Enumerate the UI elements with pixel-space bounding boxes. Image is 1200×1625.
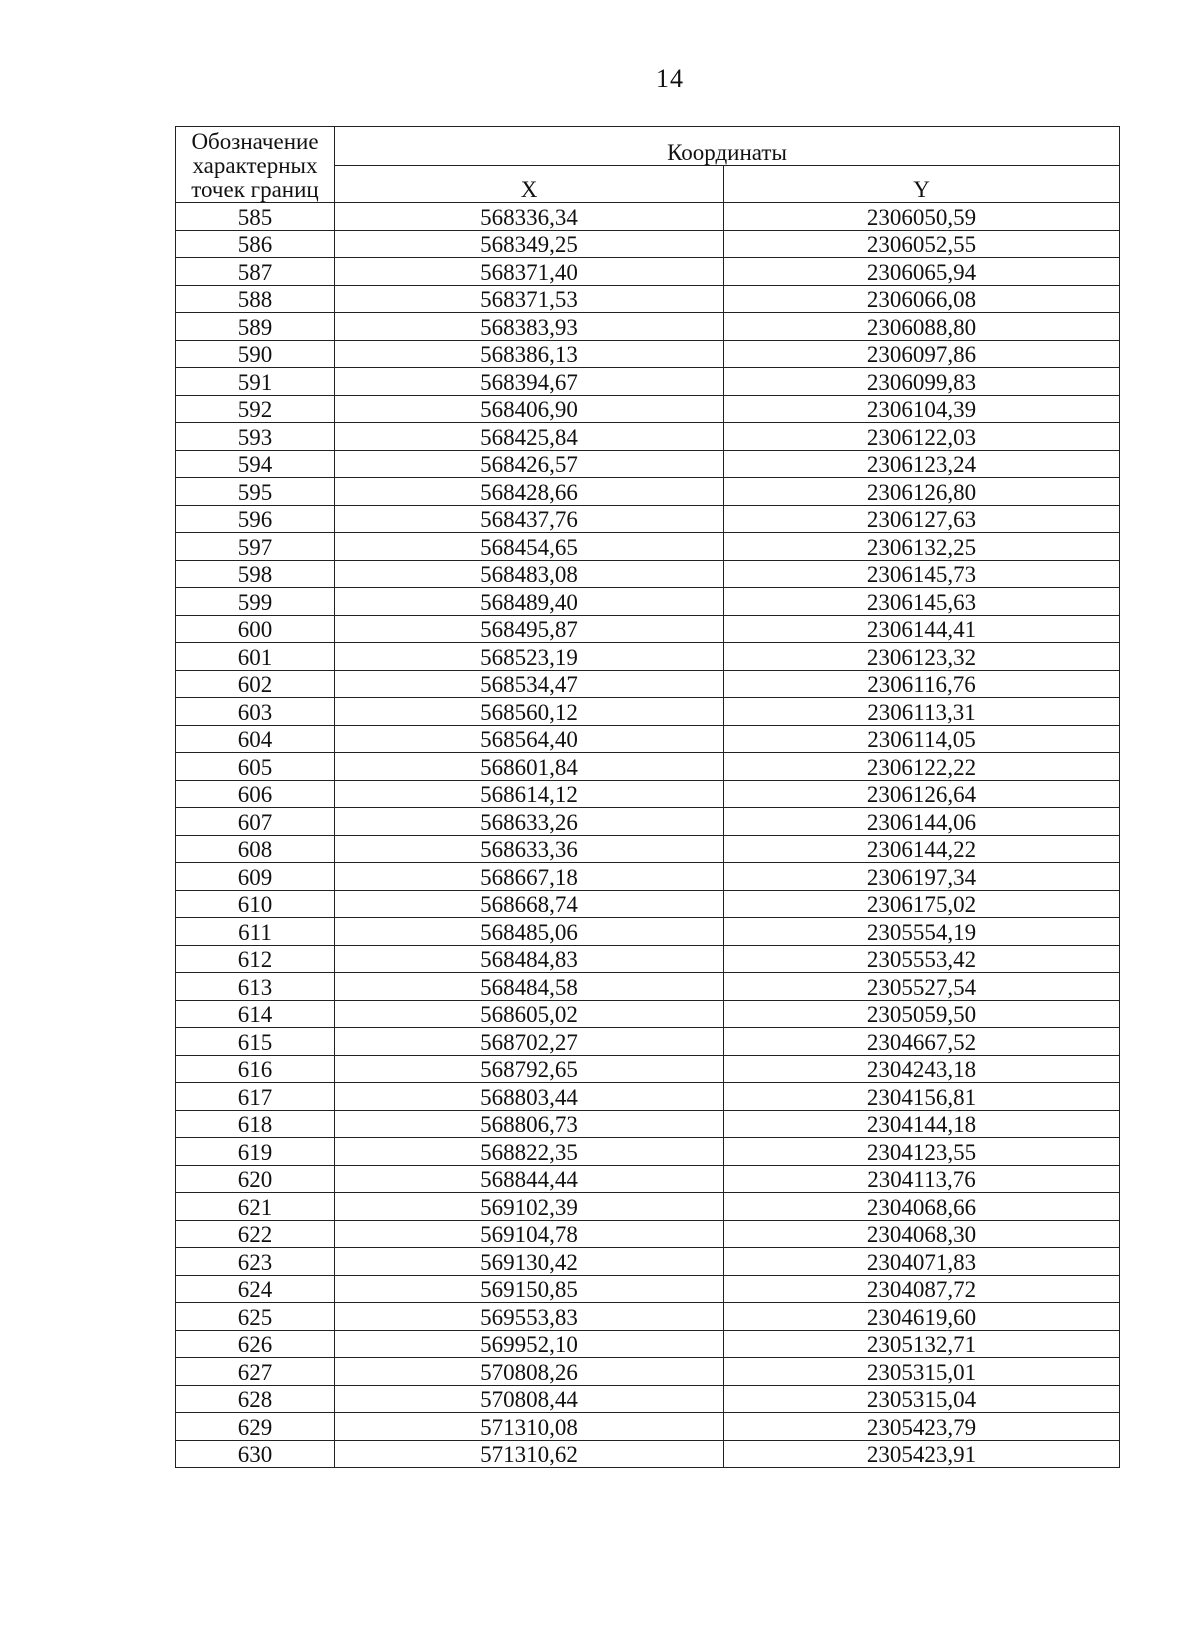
x-cell: 568560,12 [335,698,724,726]
table-body [176,203,1120,1468]
point-cell: 585 [176,203,335,231]
table-row [176,1413,1120,1441]
point-cell: 623 [176,1248,335,1276]
point-cell: 599 [176,588,335,616]
point-cell: 607 [176,808,335,836]
table-row [176,1330,1120,1358]
table-row [176,780,1120,808]
table-row [176,890,1120,918]
y-cell: 2305554,19 [724,918,1120,946]
header-coordinates: Координаты [335,127,1120,166]
point-cell: 597 [176,533,335,561]
x-cell: 568668,74 [335,890,724,918]
x-cell: 568601,84 [335,753,724,781]
x-cell: 568844,44 [335,1165,724,1193]
table-row [176,478,1120,506]
table-row [176,450,1120,478]
table-row [176,615,1120,643]
table-row [176,643,1120,671]
table-row [176,230,1120,258]
table-row [176,918,1120,946]
y-cell: 2306197,34 [724,863,1120,891]
y-cell: 2306175,02 [724,890,1120,918]
y-cell: 2304068,30 [724,1220,1120,1248]
x-cell: 568483,08 [335,560,724,588]
point-cell: 591 [176,368,335,396]
x-cell: 569150,85 [335,1275,724,1303]
y-cell: 2304619,60 [724,1303,1120,1331]
point-cell: 600 [176,615,335,643]
table-row [176,1248,1120,1276]
y-cell: 2305527,54 [724,973,1120,1001]
point-cell: 622 [176,1220,335,1248]
table-row [176,1138,1120,1166]
y-cell: 2304068,66 [724,1193,1120,1221]
y-cell: 2306122,22 [724,753,1120,781]
table-row [176,505,1120,533]
y-cell: 2306066,08 [724,285,1120,313]
x-cell: 568523,19 [335,643,724,671]
point-cell: 628 [176,1385,335,1413]
x-cell: 568633,26 [335,808,724,836]
y-cell: 2306114,05 [724,725,1120,753]
y-cell: 2304123,55 [724,1138,1120,1166]
y-cell: 2305315,01 [724,1358,1120,1386]
table-row [176,340,1120,368]
point-cell: 613 [176,973,335,1001]
point-cell: 620 [176,1165,335,1193]
table-row [176,973,1120,1001]
table-row [176,1385,1120,1413]
point-cell: 627 [176,1358,335,1386]
y-cell: 2306132,25 [724,533,1120,561]
y-cell: 2306126,64 [724,780,1120,808]
table-row [176,863,1120,891]
y-cell: 2306122,03 [724,423,1120,451]
header-point-designation: Обозначение характерных точек границ [176,127,335,203]
table-row [176,1055,1120,1083]
table-row [176,1220,1120,1248]
table-row [176,533,1120,561]
page-number: 14 [656,64,684,93]
table-row [176,1275,1120,1303]
table-row [176,945,1120,973]
x-cell: 568803,44 [335,1083,724,1111]
y-cell: 2306145,73 [724,560,1120,588]
x-cell: 568336,34 [335,203,724,231]
point-cell: 608 [176,835,335,863]
x-cell: 568386,13 [335,340,724,368]
x-cell: 568605,02 [335,1000,724,1028]
x-cell: 568484,58 [335,973,724,1001]
point-cell: 589 [176,313,335,341]
table-row [176,588,1120,616]
x-cell: 569553,83 [335,1303,724,1331]
y-cell: 2306123,32 [724,643,1120,671]
point-cell: 595 [176,478,335,506]
point-cell: 626 [176,1330,335,1358]
point-cell: 586 [176,230,335,258]
x-cell: 568383,93 [335,313,724,341]
y-cell: 2306144,41 [724,615,1120,643]
table-row [176,835,1120,863]
point-cell: 606 [176,780,335,808]
y-cell: 2306113,31 [724,698,1120,726]
y-cell: 2306144,22 [724,835,1120,863]
point-cell: 618 [176,1110,335,1138]
y-cell: 2305059,50 [724,1000,1120,1028]
y-cell: 2306116,76 [724,670,1120,698]
y-cell: 2306145,63 [724,588,1120,616]
point-cell: 630 [176,1440,335,1468]
y-cell: 2304667,52 [724,1028,1120,1056]
point-cell: 617 [176,1083,335,1111]
y-cell: 2306088,80 [724,313,1120,341]
x-cell: 568489,40 [335,588,724,616]
y-cell: 2306126,80 [724,478,1120,506]
x-cell: 568806,73 [335,1110,724,1138]
point-cell: 593 [176,423,335,451]
table-row [176,313,1120,341]
point-cell: 602 [176,670,335,698]
y-cell: 2304243,18 [724,1055,1120,1083]
point-cell: 603 [176,698,335,726]
x-cell: 568484,83 [335,945,724,973]
point-cell: 588 [176,285,335,313]
x-cell: 568349,25 [335,230,724,258]
table-row [176,1440,1120,1468]
table-row [176,1028,1120,1056]
point-cell: 587 [176,258,335,286]
point-cell: 625 [176,1303,335,1331]
table-row [176,368,1120,396]
table-row [176,560,1120,588]
y-cell: 2304113,76 [724,1165,1120,1193]
y-cell: 2305132,71 [724,1330,1120,1358]
y-cell: 2306097,86 [724,340,1120,368]
point-cell: 604 [176,725,335,753]
table-row [176,258,1120,286]
coordinates-table [175,126,1120,1468]
x-cell: 568485,06 [335,918,724,946]
x-cell: 568371,40 [335,258,724,286]
table-row [176,203,1120,231]
table-row [176,1193,1120,1221]
y-cell: 2306104,39 [724,395,1120,423]
x-cell: 568406,90 [335,395,724,423]
x-cell: 569104,78 [335,1220,724,1248]
table-header [176,127,1120,203]
y-cell: 2304087,72 [724,1275,1120,1303]
x-cell: 569952,10 [335,1330,724,1358]
table-row [176,395,1120,423]
point-cell: 611 [176,918,335,946]
point-cell: 596 [176,505,335,533]
header-x: X [335,166,724,203]
x-cell: 569130,42 [335,1248,724,1276]
table-row [176,1303,1120,1331]
point-cell: 616 [176,1055,335,1083]
point-cell: 598 [176,560,335,588]
x-cell: 568394,67 [335,368,724,396]
x-cell: 568437,76 [335,505,724,533]
y-cell: 2304144,18 [724,1110,1120,1138]
y-cell: 2306123,24 [724,450,1120,478]
x-cell: 568426,57 [335,450,724,478]
point-cell: 601 [176,643,335,671]
point-cell: 619 [176,1138,335,1166]
x-cell: 568425,84 [335,423,724,451]
x-cell: 568454,65 [335,533,724,561]
point-cell: 592 [176,395,335,423]
table-row [176,1000,1120,1028]
x-cell: 569102,39 [335,1193,724,1221]
x-cell: 568633,36 [335,835,724,863]
y-cell: 2306052,55 [724,230,1120,258]
table-row [176,808,1120,836]
y-cell: 2304156,81 [724,1083,1120,1111]
table-row [176,423,1120,451]
table-row [176,670,1120,698]
point-cell: 590 [176,340,335,368]
x-cell: 571310,62 [335,1440,724,1468]
y-cell: 2304071,83 [724,1248,1120,1276]
table-row [176,725,1120,753]
point-cell: 624 [176,1275,335,1303]
x-cell: 568428,66 [335,478,724,506]
y-cell: 2305423,91 [724,1440,1120,1468]
table-row [176,753,1120,781]
table-row [176,1358,1120,1386]
table-row [176,1165,1120,1193]
x-cell: 568495,87 [335,615,724,643]
point-cell: 621 [176,1193,335,1221]
x-cell: 568702,27 [335,1028,724,1056]
point-cell: 612 [176,945,335,973]
y-cell: 2305315,04 [724,1385,1120,1413]
point-cell: 629 [176,1413,335,1441]
x-cell: 570808,44 [335,1385,724,1413]
header-y: Y [724,166,1120,203]
point-cell: 609 [176,863,335,891]
x-cell: 568534,47 [335,670,724,698]
point-cell: 610 [176,890,335,918]
point-cell: 615 [176,1028,335,1056]
point-cell: 614 [176,1000,335,1028]
x-cell: 568792,65 [335,1055,724,1083]
point-cell: 605 [176,753,335,781]
table-row [176,1083,1120,1111]
table-row [176,1110,1120,1138]
x-cell: 571310,08 [335,1413,724,1441]
y-cell: 2305423,79 [724,1413,1120,1441]
y-cell: 2306099,83 [724,368,1120,396]
x-cell: 568822,35 [335,1138,724,1166]
y-cell: 2305553,42 [724,945,1120,973]
x-cell: 568371,53 [335,285,724,313]
y-cell: 2306127,63 [724,505,1120,533]
y-cell: 2306144,06 [724,808,1120,836]
x-cell: 570808,26 [335,1358,724,1386]
y-cell: 2306065,94 [724,258,1120,286]
y-cell: 2306050,59 [724,203,1120,231]
table-row [176,285,1120,313]
table-row [176,698,1120,726]
point-cell: 594 [176,450,335,478]
x-cell: 568667,18 [335,863,724,891]
x-cell: 568614,12 [335,780,724,808]
x-cell: 568564,40 [335,725,724,753]
